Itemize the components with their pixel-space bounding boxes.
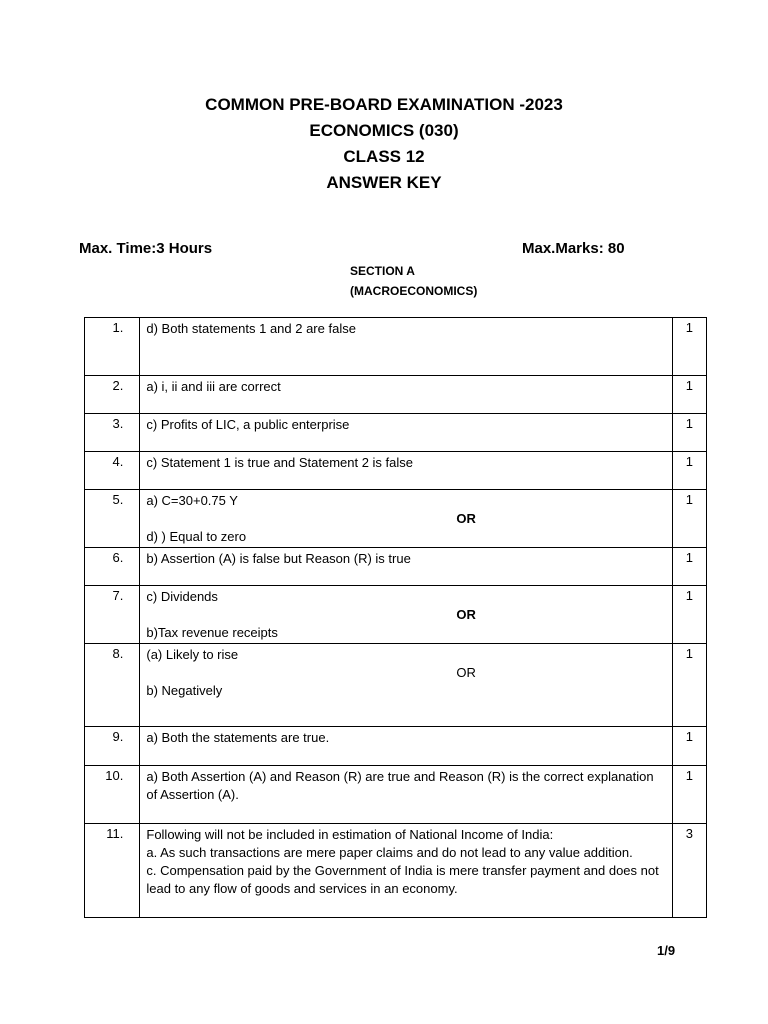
answer-text: a) Both Assertion (A) and Reason (R) are true and Reason (R) is the correct explanation of Assertion (A). bbox=[146, 769, 654, 802]
answer-cell bbox=[140, 824, 672, 918]
marks-cell: 1 bbox=[672, 644, 706, 727]
subject-title: ECONOMICS (030) bbox=[309, 121, 459, 140]
answer-text: c) Profits of LIC, a public enterprise bbox=[146, 417, 350, 432]
max-marks: Max.Marks: 80 bbox=[522, 240, 625, 257]
table-row bbox=[85, 586, 707, 644]
question-number: 3. bbox=[85, 414, 140, 452]
or-separator: OR bbox=[456, 511, 476, 526]
class-title: CLASS 12 bbox=[343, 147, 425, 166]
answer-cell bbox=[140, 490, 672, 548]
section-subtitle: (MACROECONOMICS) bbox=[350, 284, 478, 298]
table-row bbox=[85, 490, 707, 548]
table-row bbox=[85, 318, 707, 376]
answer-text: a) C=30+0.75 Y bbox=[146, 493, 238, 508]
question-number: 4. bbox=[85, 452, 140, 490]
page-number: 1/9 bbox=[657, 943, 676, 958]
answer-cell bbox=[140, 452, 672, 490]
answer-cell bbox=[140, 376, 672, 414]
or-separator: OR bbox=[456, 607, 476, 622]
answer-cell bbox=[140, 414, 672, 452]
answer-cell bbox=[140, 766, 672, 824]
table-row bbox=[85, 644, 707, 727]
table-row bbox=[85, 414, 707, 452]
marks-cell: 1 bbox=[672, 727, 706, 766]
answer-text: d) ) Equal to zero bbox=[146, 529, 247, 544]
question-number: 2. bbox=[85, 376, 140, 414]
answer-text: Following will not be included in estimation of National Income of India: bbox=[146, 827, 554, 842]
answer-text: b) Assertion (A) is false but Reason (R) is true bbox=[146, 551, 411, 566]
marks-cell: 1 bbox=[672, 586, 706, 644]
marks-cell: 1 bbox=[672, 452, 706, 490]
marks-cell: 1 bbox=[672, 414, 706, 452]
answer-cell bbox=[140, 318, 672, 376]
question-number: 9. bbox=[85, 727, 140, 766]
answer-text: (a) Likely to rise bbox=[146, 647, 239, 662]
question-number: 6. bbox=[85, 548, 140, 586]
answer-table bbox=[84, 317, 707, 918]
marks-cell: 1 bbox=[672, 490, 706, 548]
question-number: 1. bbox=[85, 318, 140, 376]
answer-text: c) Statement 1 is true and Statement 2 is false bbox=[146, 455, 414, 470]
answer-cell bbox=[140, 727, 672, 766]
answer-key-title: ANSWER KEY bbox=[326, 173, 442, 192]
answer-text: d) Both statements 1 and 2 are false bbox=[146, 321, 356, 336]
max-time: Max. Time:3 Hours bbox=[79, 240, 213, 257]
table-row bbox=[85, 766, 707, 824]
document-header bbox=[0, 92, 768, 196]
marks-cell: 1 bbox=[672, 766, 706, 824]
question-number: 10. bbox=[85, 766, 140, 824]
marks-cell: 1 bbox=[672, 318, 706, 376]
answer-text: a) Both the statements are true. bbox=[146, 730, 330, 745]
answer-text: a) i, ii and iii are correct bbox=[146, 379, 281, 394]
exam-title: COMMON PRE-BOARD EXAMINATION -2023 bbox=[205, 95, 563, 114]
answer-text: a. As such transactions are mere paper claims and do not lead to any value addition. bbox=[146, 845, 633, 860]
question-number: 5. bbox=[85, 490, 140, 548]
question-number: 11. bbox=[85, 824, 140, 918]
answer-text: b) Negatively bbox=[146, 683, 223, 698]
table-row bbox=[85, 824, 707, 918]
marks-cell: 3 bbox=[672, 824, 706, 918]
answer-text: b)Tax revenue receipts bbox=[146, 625, 278, 640]
answer-text: c. Compensation paid by the Government of India is mere transfer payment and does not lead to any flow of goods and services in an economy. bbox=[146, 863, 659, 896]
table-row bbox=[85, 548, 707, 586]
table-row bbox=[85, 452, 707, 490]
table-row bbox=[85, 376, 707, 414]
answer-cell bbox=[140, 644, 672, 727]
question-number: 7. bbox=[85, 586, 140, 644]
table-row bbox=[85, 727, 707, 766]
answer-cell bbox=[140, 548, 672, 586]
marks-cell: 1 bbox=[672, 548, 706, 586]
marks-cell: 1 bbox=[672, 376, 706, 414]
question-number: 8. bbox=[85, 644, 140, 727]
answer-text: c) Dividends bbox=[146, 589, 218, 604]
section-title: SECTION A bbox=[350, 264, 415, 278]
answer-cell bbox=[140, 586, 672, 644]
or-separator: OR bbox=[456, 665, 476, 680]
section-heading bbox=[350, 261, 477, 301]
